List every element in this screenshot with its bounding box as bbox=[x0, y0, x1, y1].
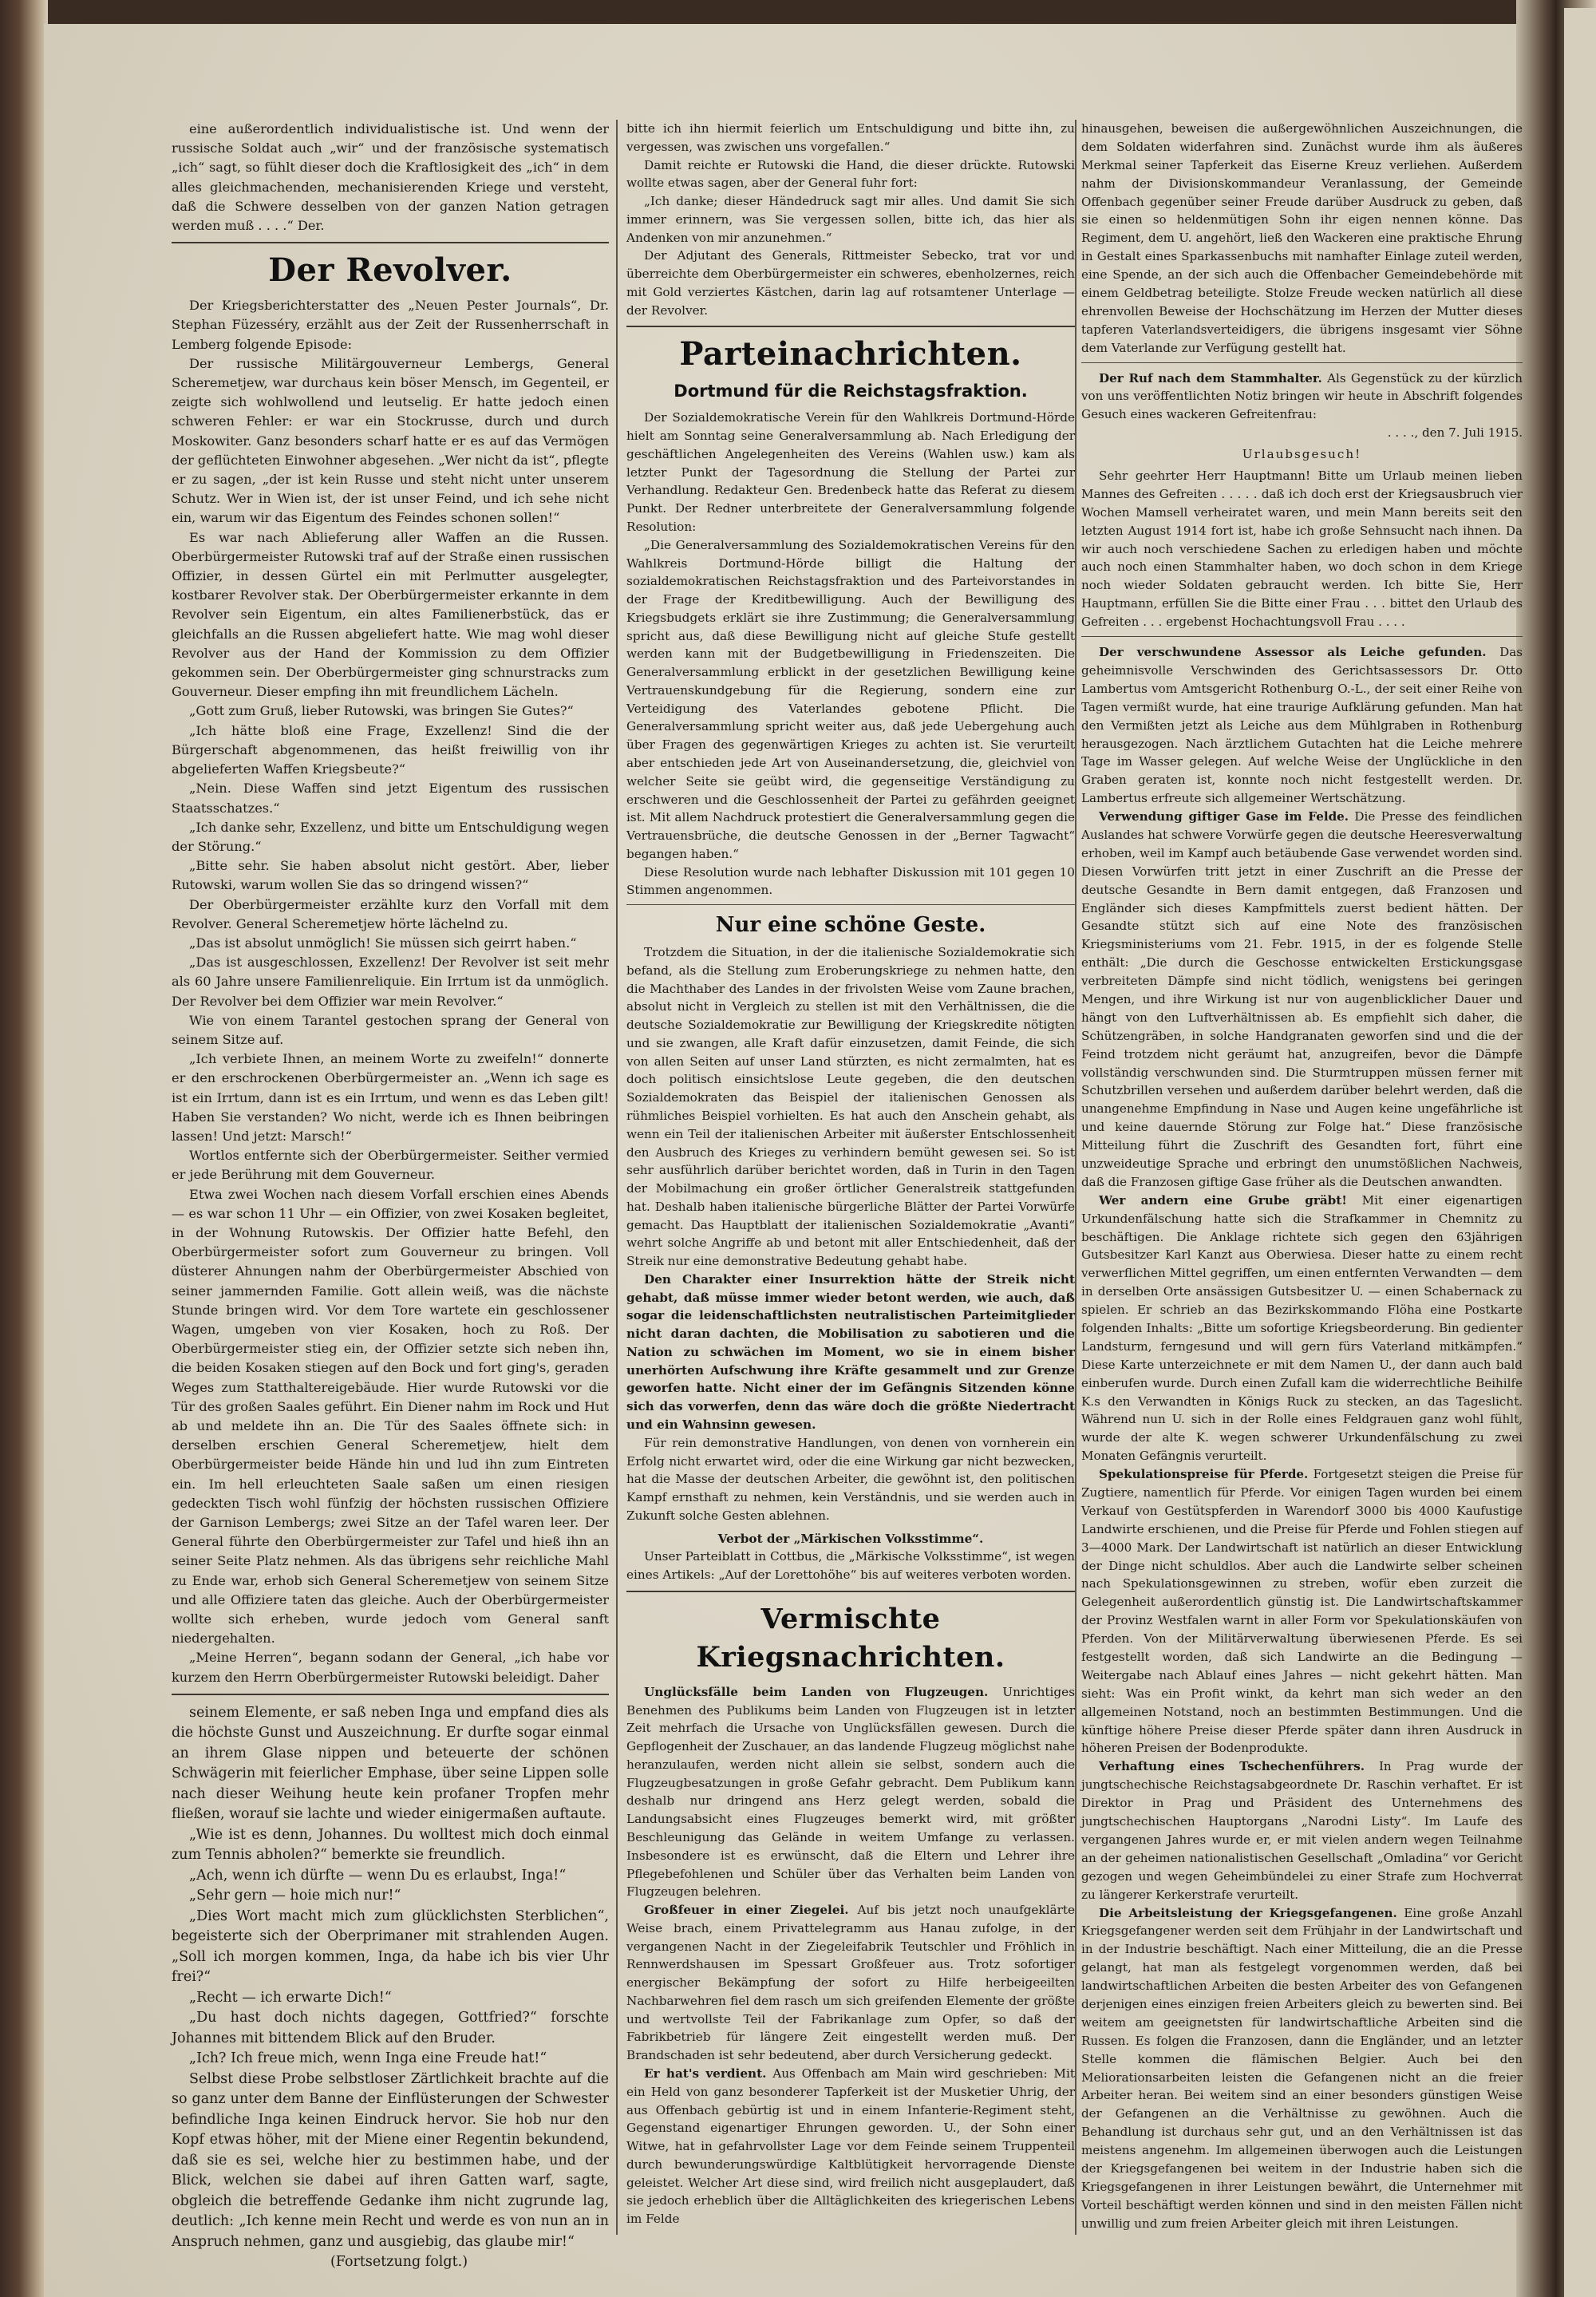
paragraph: Diese Resolution wurde nach lebhafter Diskussion mit 101 gegen 10 Stimmen angenommen. bbox=[626, 864, 1075, 898]
paragraph: hinausgehen, beweisen die außergewöhnlichen Auszeichnungen, die dem Soldaten widerfahren sind. Zunächst wurde ihm als äußeres Merkmal seiner Tapferkeit das Eiserne Kreuz verliehen. Außerdem nahm der Divisionskommandeur Veranlassung, der Gemeinde Offenbach gegenüber seiner Freude darüber Ausdruck zu geben, daß sie einen so heldenmütigen Sohn ihr eigen nennen könne. Das Regiment, dem U. angehört, ließ den Wackeren eine praktische Ehrung in Gestalt eines Sparkassenbuchs mit namhafter Einlage zuteil werden, eine Spende, an der sich auch die Offenbacher Gemeindebehörde mit einem Geldbetrag beteiligte. Stolze Freude wecken natürlich all diese ehrenvollen Beweise der Hochschätzung im Herzen der Mutter dieses tapferen Vaterlandsverteidigers, die übrigens insgesamt vier Söhne dem Vaterlande zur Verfügung gestellt hat. bbox=[1081, 121, 1523, 355]
heading-parteinachrichten: Parteinachrichten. bbox=[679, 335, 1022, 374]
paragraph: „Dies Wort macht mich zum glücklichsten Sterblichen“, begeisterte sich der Oberprimaner mit strahlenden Augen. „Soll ich morgen kommen, Inga, da habe ich bis vier Uhr frei?“ bbox=[172, 1908, 609, 1986]
subheading-dortmund: Dortmund für die Reichstagsfraktion. bbox=[674, 382, 1028, 401]
paragraph: Damit reichte er Rutowski die Hand, die dieser drückte. Rutowski wollte etwas sagen, aber der General fuhr fort: bbox=[626, 157, 1075, 191]
column-1 bbox=[172, 120, 609, 2273]
column-2 bbox=[626, 120, 1075, 2228]
paragraph: „Nein. Diese Waffen sind jetzt Eigentum des russischen Staatsschatzes.“ bbox=[172, 781, 609, 816]
urlaub-title: Urlaubsgesuch! bbox=[1242, 447, 1362, 462]
news-text: Die Presse des feindlichen Auslandes hat schwere Vorwürfe gegen die deutsche Heeresverwaltung erhoben, weil im Kampf auch betäubende Gase verwendet worden sind. Diesen Vorwürfen tritt jetzt in einer Zuschrift an die Presse der deutsche Gesandte in Bern damit entgegen, daß Franzosen und Engländer sich dieses Kampfmittels zuerst bedient hätten. Der Gesandte stützt sich auf eine Note des französischen Kriegsministeriums vom 21. Febr. 1915, in der es folgende Stelle enthält: „Die durch die Geschosse entwickelten Erstickungsgase verbreiteten Dämpfe sind nicht tödlich, wenigstens bei geringen Mengen, und ihre Wirkung ist nur von augenblicklicher Dauer und hängt von den Luftverhältnissen ab. Es empfiehlt sich daher, die Schützengräben, in solche Handgranaten geworfen sind und die der Feind trotzdem nicht geräumt hat, anzugreifen, bevor die Dämpfe vollständig verschwunden sind. Die Sturmtruppen müssen ferner mit Schutzbrillen versehen und außerdem darüber belehrt werden, daß die unangenehme Empfindung in Nase und Augen keine ungefährliche ist und keine dauernde Störung zur Folge hat.“ Diese französische Mitteilung führt die Zuschrift des Gesandten fort, führt eine unzweideutige Sprache und erbringt den unumstößlichen Nachweis, daß die Franzosen giftige Gase früher als die Deutschen anwandten. bbox=[1081, 809, 1523, 1189]
news-text: Mit einer eigenartigen Urkundenfälschung hatte sich die Strafkammer in Chemnitz zu beschäftigen. Die Anklage richtete sich gegen den 63jährigen Gutsbesitzer Karl Kanzt aus Oberwiesa. Dieser hatte zu einem recht verwerflichen Mittel gegriffen, um einen entfernten Verwandten — dem in derselben Orte ansässigen Gutsbesitzer U. — einen Schabernack zu spielen. Er schrieb an das Bezirkskommando Flöha eine Postkarte folgenden Inhalts: „Bitte um sofortige Kriegsbeorderung. Bin gedienter Landsturm, ferngesund und will gern fürs Vaterland mitkämpfen.“ Diese Karte unterzeichnete er mit dem Namen U., der dann auch bald einberufen wurde. Durch einen Zufall kam die widerrechtliche Beihilfe K.s den Verwandten in Königs Ruck zu stecken, an das Tageslicht. Während nun U. sich in der Rolle eines Feldgrauen ganz wohl fühlt, wurde der alte K. wegen schwerer Urkundenfälschung zu zwei Monaten Gefängnis verurteilt. bbox=[1081, 1192, 1523, 1464]
news-rubric: Großfeuer in einer Ziegelei. bbox=[644, 1903, 849, 1918]
paragraph: „Bitte sehr. Sie haben absolut nicht gestört. Aber, lieber Rutowski, warum wollen Sie das so dringend wissen?“ bbox=[172, 858, 609, 893]
paragraph: bitte ich ihn hiermit feierlich um Entschuldigung und bitte ihn, zu vergessen, was zwischen uns vorgefallen.“ bbox=[626, 121, 1075, 154]
news-item bbox=[626, 1683, 1075, 1901]
date-line: . . . ., den 7. Juli 1915. bbox=[1387, 425, 1523, 441]
verbot-text: Unser Parteiblatt in Cottbus, die „Märkische Volksstimme“, ist wegen eines Artikels: „Auf der Lorettohöhe“ bis auf weiteres verboten worden. bbox=[626, 1549, 1075, 1583]
paragraph: „Ich danke; dieser Händedruck sagt mir alles. Und damit Sie sich immer erinnern, was Sie vergessen sollen, bitte ich, das hier als Andenken von mir anzunehmen.“ bbox=[626, 194, 1075, 245]
news-text: Aus Offenbach am Main wird geschrieben: Mit ein Held von ganz besonderer Tapferkeit ist der Musketier Uhrig, der aus Offenbach gebürtig ist und in einem Infanterie-Regiment steht, Gegenstand eigenartiger Ehrungen geworden. U., der Sohn einer Witwe, hat in gefahrvollster Lage vor dem Feinde seinem Truppenteil durch bewunderungswürdige Kaltblütigkeit hervorragende Dienste geleistet. Welcher Art diese sind, wird freilich nicht ausgeplaudert, daß sie jedoch erheblich über die Alltäglichkeiten des kriegerischen Lebens im Felde bbox=[626, 2066, 1075, 2227]
paragraph: „Ich? Ich freue mich, wenn Inga eine Freude hat!“ bbox=[189, 2050, 547, 2067]
paragraph: Für rein demonstrative Handlungen, von denen von vornherein ein Erfolg nicht erwartet wird, oder die eine Wirkung gar nicht bezwecken, hat die Masse der deutschen Arbeiter, die gewöhnt ist, den politischen Kampf ernsthaft zu nehmen, kein Verständnis, und sie werden auch in Zukunft solche Gesten ablehnen. bbox=[626, 1435, 1075, 1523]
news-text: In Prag wurde der jungtschechische Reichstagsabgeordnete Dr. Raschin verhaftet. Er ist Direktor in Prag und Präsident des Unternehmens des jungtschechischen Hauptorgans „Narodni Listy“. Im Laufe des vergangenen Jahres wurde er, er mit vielen andern wegen Teilnahme an der geheimen nationalistischen Gesellschaft „Omladina“ vor Gericht gezogen und wegen Geheimbündelei zu einer Strafe zum Hochverrat zu längerer Kerkerstrafe verurteilt. bbox=[1081, 1759, 1523, 1902]
paragraph: „Ich danke sehr, Exzellenz, und bitte um Entschuldigung wegen der Störung.“ bbox=[172, 819, 609, 854]
section-divider bbox=[172, 242, 609, 243]
news-rubric: Wer andern eine Grube gräbt! bbox=[1099, 1192, 1347, 1208]
paragraph: „Das ist absolut unmöglich! Sie müssen sich geirrt haben.“ bbox=[189, 935, 577, 951]
news-text: Als Gegenstück zu der kürzlich von uns veröffentlichten Notiz bringen wir heute in Abschrift folgendes Gesuch eines wackeren Gefreitenfrau: bbox=[1081, 370, 1523, 422]
paragraph: „Sehr gern — hoie mich nur!“ bbox=[189, 1888, 401, 1904]
next-page-edge bbox=[1564, 8, 1596, 2297]
intro-text: eine außerordentlich individualistische ist. Und wenn der russische Soldat auch „wir“ und der französische systematisch „ich“ sagt, so fühlt dieser doch die Kraftlosigkeit des „ich“ in dem alles gleichmachenden, mechanisierenden Kriege und versteht, daß die Schwere desselben von der ganzen Nation getragen werden muß . . . .“ Der. bbox=[172, 121, 609, 234]
news-rubric: Der Ruf nach dem Stammhalter. bbox=[1099, 370, 1322, 385]
paragraph: „Die Generalversammlung des Sozialdemokratischen Vereins für den Wahlkreis Dortmund-Hörde billigt die Haltung der sozialdemokratischen Reichstagsfraktion und des Parteivorstandes in der Frage der Kreditbewilligung. Auch der Bewilligung des Kriegsbudgets erklärt sie ihre Zustimmung; die Generalversammlung spricht aus, daß diese Bewilligung nicht auf gleiche Stufe gestellt werden kann mit der Budgetbewilligung in Friedenszeiten. Die Generalversammlung erblickt in der gesetzlichen Bewilligung keine Vertrauenskundgebung für die Regierung, sondern eine zur Verteidigung des Vaterlandes gebotene Pflicht. Die Generalversammlung spricht weiter aus, daß jede Uebergehung auch über Fragen des gegenwärtigen Krieges zu achten ist. Sie verurteilt aber entschieden jede Art von Auseinandersetzung, die, gleichviel von welcher Seite sie geübt wird, die gegenseitige Verständigung zu erschweren und die Geschlossenheit der Partei zu gefährden geeignet ist. Mit allem Nachdruck protestiert die Generalversammlung gegen die Vertrauensbrüche, die deutsche Genossen in der „Berner Tagwacht“ begangen haben.“ bbox=[626, 537, 1075, 861]
news-item bbox=[626, 2065, 1075, 2228]
serial-novel bbox=[172, 1703, 609, 2273]
paragraph: Trotzdem die Situation, in der die italienische Sozialdemokratie sich befand, als die Stellung zum Eroberungskriege zu nehmen hatte, den die Machthaber des Landes in der frivolsten Weise vom Zaune brachen, absolut nicht in Vergleich zu stellen ist mit den Verhältnissen, die die deutsche Sozialdemokratie zur Bewilligung der Kriegskredite nötigten und sie zwangen, alle Kraft dafür einzusetzen, damit Feinde, die sich von allen Seiten auf unser Land stürzten, es nicht zermalmten, hat es doch politisch einsichtslose Leute gegeben, die den deutschen Sozialdemokraten das Beispiel der italienischen Genossen als rühmliches Beispiel vorhielten. Es hat auch den Anschein gehabt, als wenn ein Teil der italienischen Arbeiter mit äußerster Entschlossenheit den Ausbruch des Krieges zu verhindern bemüht gewesen sei. So ist sehr ausführlich darüber berichtet worden, daß in Turin in den Tagen der Mobilmachung ein großer örtlicher Generalstreik stattgefunden hat. Deshalb haben italienische bürgerliche Blätter der Partei Vorwürfe gemacht. Das Hauptblatt der italienischen Sozialdemokratie „Avanti“ wehrt solche Angriffe ab und betont mit aller Entschiedenheit, daß der Streik nur eine demonstrative Bedeutung gehabt habe. bbox=[626, 945, 1075, 1269]
column-rule-2 bbox=[1075, 120, 1077, 2235]
news-text: Auf bis jetzt noch unaufgeklärte Weise brach, einem Privattelegramm aus Hanau zufolge, in der vergangenen Nacht in der Ziegeleifabrik Teutschler und Fröhlich in Rennwerdshausen im Spessart Großfeuer aus. Trotz sofortiger energischer Bekämpfung der sofort zu Hilfe herbeigeeilten Nachbarwehren fiel dem rasch um sich greifenden Elemente der größte und wertvollste Teil der Fabrikanlage zum Opfer, so daß der Fabrikbetrieb für längere Zeit eingestellt werden muß. Der Brandschaden ist sehr bedeutend, aber durch Versicherung gedeckt. bbox=[626, 1903, 1075, 2063]
paragraph: Sehr geehrter Herr Hauptmann! Bitte um Urlaub meinen lieben Mannes des Gefreiten . . . . . daß ich doch erst der Kriegsausbruch vier Wochen Mamsell verheiratet waren, und mein Mann bereits seit den letzten August 1914 fort ist, habe ich große Sehnsucht nach ihnen. Da wir auch noch verschiedene Sachen zu erledigen haben und möchte auch noch einen Stammhalter haben, wo doch schon in dem Kriege noch wieder Soldaten gebraucht werden. Ich bitte Sie, Herr Hauptmann, erfüllen Sie die Bitte einer Frau . . . bittet den Urlaub des Gefreiten . . . ergebenst Hochachtungsvoll Frau . . . . bbox=[1081, 468, 1523, 630]
paragraph: „Ich hätte bloß eine Frage, Exzellenz! Sind die der Bürgerschaft abgenommenen, das heißt freiwillig von ihr abgelieferten Waffen Kriegsbeute?“ bbox=[172, 722, 609, 777]
section-divider bbox=[1081, 636, 1523, 637]
heading-revolver: Der Revolver. bbox=[268, 251, 512, 290]
paragraph: Wie von einem Tarantel gestochen sprang der General von seinem Sitze auf. bbox=[172, 1012, 609, 1047]
paragraph: Es war nach Ablieferung aller Waffen an die Russen. Oberbürgermeister Rutowski traf auf der Straße einen russischen Offizier, in dessen Gürtel ein mit Perlmutter ausgelegter, kostbarer Revolver stak. Der Oberbürgermeister erkannte in dem Revolver sein Eigentum, ein altes Familienerbstück, das er gleichfalls an die Russen abgeliefert hatte. Wie mag wohl dieser Revolver aus der Hand der Kommission zu dem Offizier gekommen sein. Der Oberbürgermeister ging schnurstracks zum Gouverneur. Dieser empfing ihn mit freundlichem Lächeln. bbox=[172, 529, 609, 700]
news-rubric: Der verschwundene Assessor als Leiche gefunden. bbox=[1099, 645, 1487, 660]
verbot-title: Verbot der „Märkischen Volksstimme“. bbox=[717, 1531, 984, 1546]
news-item bbox=[626, 1901, 1075, 2065]
column-3 bbox=[1081, 120, 1523, 2233]
news-item bbox=[1081, 1757, 1523, 1904]
news-text: Eine große Anzahl Kriegsgefangener werden seit dem Frühjahr in der Landwirtschaft und in der Industrie beschäftigt. Nach einer Mitteilung, die an die Presse gelangt, hat man als festgelegt vorgenommen werden, daß bei landwirtschaftlichen Arbeiten die besten Arbeiter des von Gefangenen derjenigen eines einzigen freien Arbeiters gleich zu bewerten sind. Bei weitem am geeignetsten für landwirtschaftliche Arbeiten sind die Russen. Es folgen die Franzosen, dann die Engländer, und an letzter Stelle kommen die flämischen Belgier. Auch bei den Meliorationsarbeiten leisten die Gefangenen nicht an die freier Arbeiter heran. Bei weitem sind an einer besonders günstigen Weise der Gefangenen an die Verhältnisse zu gewöhnen. Auch die Behandlung ist durchaus sehr gut, und an den Verhältnissen ist das meistens angenehm. Im allgemeinen überwogen auch die Leistungen der Kriegsgefangenen bei weitem in der Industrie haben sich die Kriegsgefangenen in ihrer Leistungen bewährt, die Unternehmer mit Vorteil beschäftigt werden können und sind in den meisten Fällen nicht unwillig und zum freien Arbeiter gleich mit ihren Leistungen. bbox=[1081, 1905, 1523, 2231]
section-divider bbox=[626, 1591, 1075, 1592]
subheading-geste: Nur eine schöne Geste. bbox=[715, 913, 986, 938]
paragraph: seinem Elemente, er saß neben Inga und empfand dies als die höchste Gunst und Auszeichnung. Er durfte sogar einmal an ihrem Glase nippen und beteuerte der schönen Schwägerin mit feierlicher Emphase, über seine Lippen solle nach dieser Weihung heute kein profaner Tropfen mehr fließen, worauf sie lachte und wieder einigermaßen auftaute. bbox=[172, 1704, 609, 1823]
news-item bbox=[1081, 808, 1523, 1192]
book-binding bbox=[0, 0, 48, 2297]
news-rubric: Verwendung giftiger Gase im Felde. bbox=[1099, 809, 1349, 824]
news-rubric: Er hat's verdient. bbox=[644, 2066, 767, 2081]
paragraph: Wortlos entfernte sich der Oberbürgermeister. Seither vermied er jede Berührung mit dem Gouverneur. bbox=[172, 1148, 609, 1183]
paragraph: „Recht — ich erwarte Dich!“ bbox=[189, 1989, 392, 2006]
section-divider bbox=[626, 904, 1075, 905]
paragraph: Der Kriegsberichterstatter des „Neuen Pester Journals“, Dr. Stephan Füzesséry, erzählt aus der Zeit der Russenherrschaft in Lemberg folgende Episode: bbox=[172, 298, 609, 352]
section-divider bbox=[1081, 362, 1523, 363]
paragraph: „Das ist ausgeschlossen, Exzellenz! Der Revolver ist seit mehr als 60 Jahre unsere Familienreliquie. Ein Irrtum ist da unmöglich. Der Revolver bei dem Offizier war mein Revolver.“ bbox=[172, 955, 609, 1009]
column-rule-1 bbox=[616, 120, 618, 2235]
paragraph: „Meine Herren“, begann sodann der General, „ich habe vor kurzem den Herrn Oberbürgermeister Rutowski beleidigt. Daher bbox=[172, 1650, 609, 1685]
continuation-note: (Fortsetzung folgt.) bbox=[330, 2254, 468, 2271]
paragraph: „Du hast doch nichts dagegen, Gottfried?“ forschte Johannes mit bittendem Blick auf den Bruder. bbox=[172, 2010, 609, 2046]
news-item bbox=[1081, 643, 1523, 808]
news-text: Fortgesetzt steigen die Preise für Zugtiere, namentlich für Pferde. Vor einigen Tagen wurden bei einem Verkauf von Gestütspferden in Warendorf 3000 bis 4000 Kaufustige Landwirte erschienen, und die Preise für Pferde und Fohlen stiegen auf 3—4000 Mark. Der Landwirtschaft ist natürlich an dieser Entwicklung der Dinge nicht schuldlos. Aber auch die Landwirte selber scheinen nach Spekulationsgewinnen zu streben, wofür eben zurzeit die Gelegenheit außerordentlich günstig ist. Die Landwirtschaftskammer der Provinz Westfalen warnt in aller Form vor Spekulationskäufen von Pferden. Von der Militärverwaltung überwiesenen Pferde. Es sei festgestellt worden, daß sich Landwirte an die Bedingung — Weitergabe nach Ablauf eines Jahres — nicht gekehrt hätten. Man sieht: Was ein Profit winkt, da kehrt man sich weder an den allgemeinen Notstand, noch an bestimmten Bestimmungen. Und die künftige höhere Preise dieser Pferde später dann ihren Ausdruck in höheren Preisen der Bodenprodukte. bbox=[1081, 1467, 1523, 1756]
paragraph-bold: Den Charakter einer Insurrektion hätte der Streik nicht gehabt, daß müsse immer wieder betont werden, wie auch, daß sogar die leidenschaftlichsten neutralistischen Parteimitglieder nicht daran dachten, die Mobilisation zu sabotieren und die Nation zu schwächen im Moment, wo sie in einem bisher unerhörten Aufschwung ihre Kräfte gesammelt und zur Grenze geworfen hatte. Nicht einer der im Gefängnis Sitzenden könne sich das vorwerfen, denn das wäre doch die größte Niedertracht und ein Wahnsinn gewesen. bbox=[626, 1271, 1075, 1432]
section-divider bbox=[626, 326, 1075, 327]
news-item bbox=[1081, 1904, 1523, 2233]
paragraph: „Gott zum Gruß, lieber Rutowski, was bringen Sie Gutes?“ bbox=[189, 703, 574, 719]
news-item bbox=[1081, 1192, 1523, 1465]
news-text: Das geheimnisvolle Verschwinden des Gerichtsassessors Dr. Otto Lambertus vom Amtsgericht Rothenburg O.-L., der seit einer Reihe von Tagen vermißt wurde, hat eine traurige Aufklärung gefunden. Man hat den Vermißten jetzt als Leiche aus dem Mühlgraben in Rothenburg herausgezogen. Nach ärztlichem Gutachten hat die Leiche mehrere Tage im Wasser gelegen. Auf welche Weise der Unglückliche in den Graben geraten ist, konnte noch nicht festgestellt werden. Dr. Lambertus erfreute sich allgemeiner Wertschätzung. bbox=[1081, 645, 1523, 806]
news-rubric: Verhaftung eines Tschechenführers. bbox=[1099, 1759, 1365, 1774]
paragraph: Etwa zwei Wochen nach diesem Vorfall erschien eines Abends — es war schon 11 Uhr — ein Offizier, von zwei Kosaken begleitet, in der Wohnung Rutowskis. Der Offizier hatte Befehl, den Oberbürgermeister sofort zum Gouverneur zu bringen. Voll düsterer Ahnungen nahm der Oberbürgermeister Abschied von seiner jammernden Familie. Gott allein weiß, was die nächste Stunde bringen wird. Vor dem Tore wartete ein geschlossener Wagen, umgeben von vier Kosaken, hoch zu Roß. Der Oberbürgermeister stieg ein, der Offizier setzte sich neben ihn, die beiden Kosaken stiegen auf den Bock und fort ging's, geraden Weges zum Statthaltereigebäude. Hier wurde Rutowski vor die Tür des großen Saales geführt. Ein Diener nahm im Rock und Hut ab und meldete ihn an. Die Tür des Saales öffnete sich: in derselben erschien General Scheremetjew, hielt dem Oberbürgermeister beide Hände hin und lud ihn zum Eintreten ein. Im hell erleuchteten Saale saßen um einen riesigen gedeckten Tisch wohl fünfzig der höchsten russischen Offiziere der Garnison Lembergs; zwei Sitze an der Tafel waren leer. Der General führte den Oberbürgermeister zur Tafel und hieß ihn an seiner Seite Platz nehmen. Als das übrigens sehr reichliche Mahl zu Ende war, erhob sich General Scheremetjew von seinem Sitze und alle Offiziere taten das gleiche. Auch der Oberbürgermeister wollte sich erheben, wurde jedoch vom General sanft niedergehalten. bbox=[172, 1186, 609, 1647]
paragraph: „Wie ist es denn, Johannes. Du wolltest mich doch einmal zum Tennis abholen?“ bemerkte sie freundlich. bbox=[172, 1826, 609, 1864]
news-rubric: Spekulationspreise für Pferde. bbox=[1099, 1467, 1309, 1482]
paragraph: „Ach, wenn ich dürfte — wenn Du es erlaubst, Inga!“ bbox=[189, 1867, 567, 1884]
news-text: Unrichtiges Benehmen des Publikums beim Landen von Flugzeugen ist in letzter Zeit mehrfach die Ursache von Unglücksfällen gewesen. Durch die Gepflogenheit der Zuschauer, an das landende Flugzeug möglichst nahe heranzulaufen, werden nicht allein sie selbst, sondern auch die Flugzeugbesatzungen in große Gefahr gebracht. Dem Publikum kann deshalb nur dringend ans Herz gelegt werden, sobald die Landungsabsicht eines Flugzeuges bemerkt wird, mit größter Beschleunigung das Gelände in weitem Umfange zu verlassen. Insbesondere ist es erwünscht, daß die Eltern und Lehrer ihre Pflegebefohlenen und Schüler über das Verhalten beim Landen von Flugzeugen belehren. bbox=[626, 1684, 1076, 1900]
news-item bbox=[1081, 1465, 1523, 1757]
news-rubric: Die Arbeitsleistung der Kriegsgefangenen. bbox=[1099, 1905, 1397, 1920]
paragraph: Der russische Militärgouverneur Lembergs, General Scheremetjew, war durchaus kein böser Mensch, im Gegenteil, er zeigte sich wohlwollend und leutselig. Er hatte jedoch einen schweren Fehler: er war ein Stockrusse, durch und durch Moskowiter. Ganz besonders scharf hatte er es auf das Vermögen der geflüchteten Einwohner abgesehen. „Wer nicht da ist“, pflegte er zu sagen, „der ist kein Russe und steht nicht unter unserem Schutz. Wer in Wien ist, der ist unser Feind, und ich sehe nicht ein, warum wir das Eigentum des Feindes schonen sollen!“ bbox=[172, 355, 609, 526]
paragraph: Der Oberbürgermeister erzählte kurz den Vorfall mit dem Revolver. General Scheremetjew hörte lächelnd zu. bbox=[172, 896, 609, 931]
news-item bbox=[1081, 370, 1523, 425]
heading-vermischte: Vermischte Kriegsnachrichten. bbox=[696, 1602, 1005, 1674]
revolver-article bbox=[172, 296, 609, 1687]
section-divider bbox=[172, 1694, 609, 1695]
paragraph: Selbst diese Probe selbstloser Zärtlichkeit brachte auf die so ganz unter dem Banne der Einflüsterungen der Schwester befindliche Inga keinen Eindruck hervor. Sie hob nur den Kopf etwas höher, mit der Miene einer Regentin bekundend, daß sie es sei, welche hier zu bestimmen habe, und der Blick, welchen sie dabei auf ihren Gatten warf, sagte, obgleich die betreffende Gedanke ihm nicht zugrunde lag, deutlich: „Ich kenne mein Recht und werde es von nun an in Anspruch nehmen, ganz und ausgiebig, das glaube mir!“ bbox=[172, 2070, 609, 2250]
paragraph: Der Adjutant des Generals, Rittmeister Sebecko, trat vor und überreichte dem Oberbürgermeister ein schweres, ebenholzernes, reich mit Gold verziertes Kästchen, darin lag auf rotsamtener Unterlage — der Revolver. bbox=[626, 248, 1075, 318]
paragraph: Der Sozialdemokratische Verein für den Wahlkreis Dortmund-Hörde hielt am Sonntag seine Generalversammlung ab. Nach Erledigung der geschäftlichen Angelegenheiten des Vereins (Wahlen usw.) kam als letzter Punkt der Tagesordnung die Stellung der Partei zur Verhandlung. Redakteur Gen. Bredenbeck hatte das Referat zu diesem Punkt. Der Redner unterbreitete der Generalversammlung folgende Resolution: bbox=[626, 410, 1075, 535]
paragraph: „Ich verbiete Ihnen, an meinem Worte zu zweifeln!“ donnerte er den erschrockenen Oberbürgermeister an. „Wenn ich sage es ist ein Irrtum, dann ist es ein Irrtum, und wenn es das Leben gilt! Haben Sie verstanden? Wo nicht, werde ich es Ihnen beibringen lassen! Und jetzt: Marsch!“ bbox=[172, 1051, 609, 1144]
news-rubric: Unglücksfälle beim Landen von Flugzeugen. bbox=[644, 1684, 989, 1699]
